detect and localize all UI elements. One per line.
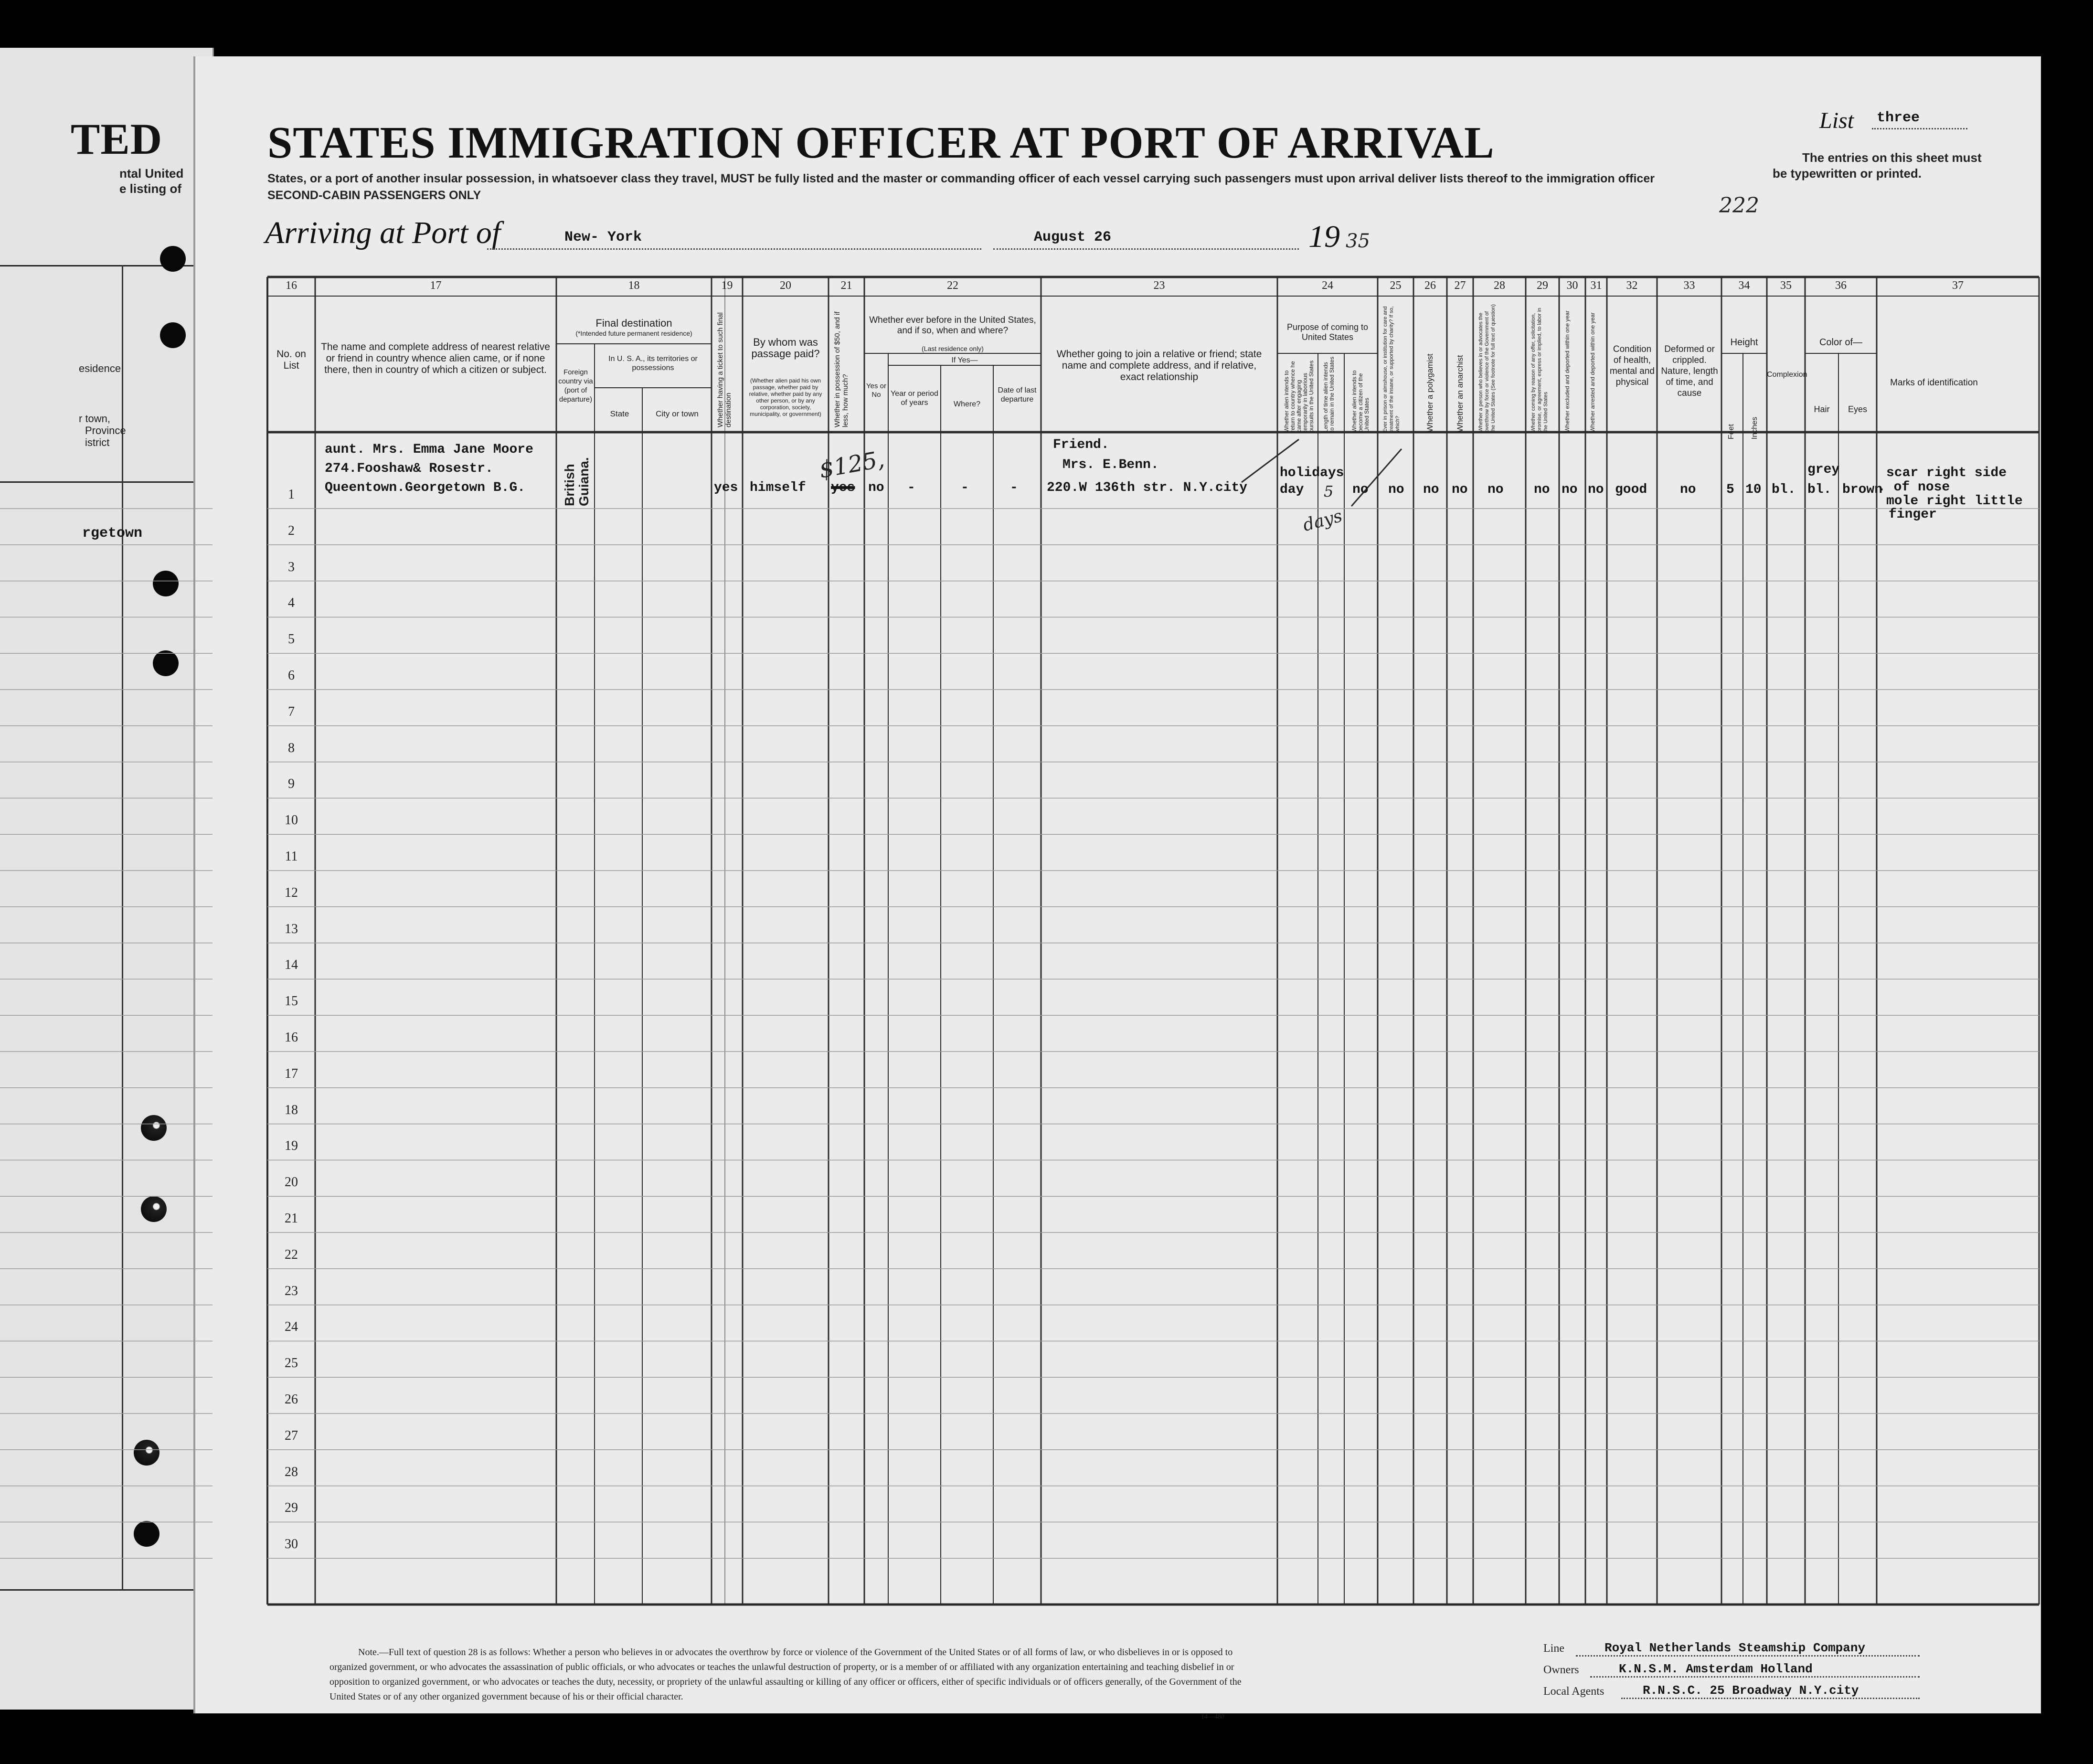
foreign-country-value: British Guiana. xyxy=(562,457,591,506)
purpose-value-line2: day xyxy=(1280,482,1304,497)
column-number: 35 xyxy=(1780,279,1792,292)
column-header-year: Year or period of years xyxy=(891,390,938,407)
identification-marks-line: finger xyxy=(1889,507,1937,522)
column-header-citizen-intent: Whether alien intends to become a citizen of the United States xyxy=(1351,370,1370,432)
column-number: 21 xyxy=(840,279,852,292)
list-value: three xyxy=(1877,110,1920,126)
column-header-excluded-deported: Whether excluded and deported within one year xyxy=(1564,310,1571,432)
owners-value: K.N.S.M. Amsterdam Holland xyxy=(1619,1662,1813,1676)
question-28-value: no xyxy=(1487,482,1504,497)
column-header-if-yes: If Yes— xyxy=(951,356,978,364)
date-value: August 26 xyxy=(1034,229,1112,245)
local-agents-value: R.N.S.C. 25 Broadway N.Y.city xyxy=(1643,1683,1859,1698)
left-page-column-subheader: r town, xyxy=(79,413,111,425)
hair-color-value-line2: bl. xyxy=(1807,482,1832,497)
column-header-return-intent: Whether alien intends to return to country whence he came after engaging temporarily in laborious pursuits in the United States xyxy=(1283,360,1315,432)
column-header-passage-paid: By whom was passage paid? xyxy=(751,336,820,360)
column-header-arrested-deported: Whether arrested and deported within one year xyxy=(1589,312,1596,432)
row-number: 19 xyxy=(285,1138,298,1154)
height-inches-value: 10 xyxy=(1745,482,1762,497)
row-number: 12 xyxy=(285,885,298,900)
left-page-column-subheader: Province xyxy=(85,425,126,436)
row-number: 5 xyxy=(288,632,295,647)
row-number: 23 xyxy=(285,1283,298,1298)
column-header-length-of-stay: Length of time alien intends to remain in the United States xyxy=(1322,356,1335,432)
owners-label: Owners xyxy=(1543,1664,1579,1676)
column-header-date-of-last-departure: Date of last departure xyxy=(998,386,1037,404)
hair-color-value: grey xyxy=(1807,462,1840,477)
row-number: 27 xyxy=(285,1428,298,1443)
column-number: 25 xyxy=(1390,279,1402,292)
column-header-inches: Inches xyxy=(1751,416,1759,439)
row-number: 6 xyxy=(288,668,295,683)
row-number: 9 xyxy=(288,776,295,792)
row-number: 13 xyxy=(285,921,298,936)
date-departure-value: - xyxy=(1010,480,1018,495)
column-number: 26 xyxy=(1424,279,1436,292)
column-header-final-destination: Final destination xyxy=(595,317,672,329)
row-number: 4 xyxy=(288,595,295,611)
column-number: 37 xyxy=(1952,279,1964,292)
row-number: 16 xyxy=(285,1030,298,1045)
column-header-where: Where? xyxy=(953,400,981,408)
contract-labor-value: no xyxy=(1534,482,1550,497)
row-number: 25 xyxy=(285,1356,298,1371)
left-page-column-header: esidence xyxy=(79,362,121,374)
column-header-prison-almshouse: Ever in prison or almshouse, or institution for care and treatment of the insane, or supported by charity? If so, which? xyxy=(1382,306,1401,432)
join-address: 220.W 136th str. N.Y.city xyxy=(1047,480,1248,495)
column-number: 23 xyxy=(1153,279,1165,292)
length-of-stay-handwritten: days xyxy=(1301,506,1345,536)
polygamist-value: no xyxy=(1423,482,1439,497)
page-subtitle: States, or a port of another insular possession, in whatsoever class they travel, MUST be fully listed and the master or commanding officer of each vessel carrying such passengers must upon arrival deliver lists thereof to the immigration officer xyxy=(267,172,1655,185)
column-number: 31 xyxy=(1590,279,1602,292)
prison-almshouse-value: no xyxy=(1388,482,1404,497)
instruction-line: The entries on this sheet must xyxy=(1802,150,1982,165)
left-page-column-subheader: istrict xyxy=(85,436,110,448)
row-number: 8 xyxy=(288,740,295,755)
page-number: 222 xyxy=(1719,193,1759,218)
column-number: 18 xyxy=(628,279,640,292)
paid-by-value: himself xyxy=(750,480,806,495)
row-number: 15 xyxy=(285,994,298,1009)
column-header-question-28: Whether a person who believes in or advocates the overthrow by force or violence of the Government of the United States (See footnote for full text of question) xyxy=(1478,304,1496,432)
column-number: 27 xyxy=(1454,279,1466,292)
join-relationship: Friend. xyxy=(1053,437,1109,452)
column-number: 30 xyxy=(1566,279,1578,292)
column-number: 29 xyxy=(1537,279,1548,292)
ticket-value: yes xyxy=(714,480,738,495)
column-header-health: Condition of health, mental and physical xyxy=(1609,344,1655,387)
height-feet-value: 5 xyxy=(1726,482,1734,497)
column-header-state: State xyxy=(610,409,629,418)
instruction-line: be typewritten or printed. xyxy=(1773,166,1922,181)
length-of-stay-value: 5 xyxy=(1324,482,1334,500)
money-handwritten: $125, xyxy=(817,446,887,484)
arrested-deported-value: no xyxy=(1588,482,1604,497)
anarchist-value: no xyxy=(1452,482,1468,497)
purpose-value: holidays xyxy=(1280,466,1344,480)
column-header-foreign-country: Foreign country via (port of departure) xyxy=(558,368,593,404)
column-number: 34 xyxy=(1738,279,1750,292)
year-prefix: 19 xyxy=(1308,219,1340,254)
form-number: 14—480 xyxy=(1201,1713,1224,1721)
row-number: 28 xyxy=(285,1464,298,1479)
identification-marks-line: scar right side xyxy=(1886,466,2007,480)
column-header-passage-paid-note: (Whether alien paid his own passage, whether paid by relative, whether paid by any other person, or by any corporation, society, municipality, or government) xyxy=(749,377,822,417)
identification-marks-line: mole right little xyxy=(1886,494,2023,509)
identification-marks-line: . of nose xyxy=(1878,480,1950,495)
local-agents-underline xyxy=(1621,1698,1920,1699)
column-number: 16 xyxy=(286,279,297,292)
row-number: 2 xyxy=(288,523,295,538)
column-header-deformed: Deformed or crippled. Nature, length of time, and cause xyxy=(1661,344,1718,398)
row-number: 20 xyxy=(285,1175,298,1190)
column-header-nearest-relative: The name and complete address of nearest relative or friend in country whence alien came, or if none there, then in country of which a citizen or subject. xyxy=(321,341,550,375)
year-value: - xyxy=(907,480,915,495)
column-number: 19 xyxy=(721,279,733,292)
column-header-final-destination-note: (*Intended future permanent residence) xyxy=(575,329,692,337)
column-header-in-usa: In U. S. A., its territories or possessions xyxy=(608,355,698,372)
footnote-question-28: Note.—Full text of question 28 is as follows: Whether a person who believes in or advocates the overthrow by force or violence of the Government of the United States or of all forms of law, or who disbelieves in or is opposed to organized government, or who advocates the assassination of public officials, or who advocates or teaches the unlawful destruction of property, or is a member of or affiliated with any organization entertaining and teaching disbelief in or opposition to organized government, or who advocates or teaches the duty, necessity, or propriety of the unlawful assaulting or killing of any officer or officers, either of specific individuals or of officers generally, of the Government of the United States or of any other organized government because of his or their official character. xyxy=(329,1647,1242,1702)
line-value: Royal Netherlands Steamship Company xyxy=(1604,1641,1866,1655)
row-number: 7 xyxy=(288,704,295,719)
column-header-feet: Feet xyxy=(1727,424,1735,439)
year-suffix: 35 xyxy=(1346,230,1370,252)
column-number: 24 xyxy=(1322,279,1333,292)
complexion-value: bl. xyxy=(1772,482,1796,497)
left-page-heading-fragment: TED xyxy=(71,115,163,163)
column-number: 36 xyxy=(1835,279,1847,292)
row-number: 11 xyxy=(285,849,298,864)
row-number: 21 xyxy=(285,1211,298,1226)
column-header-height: Height xyxy=(1730,337,1758,348)
relative-street: 274.Fooshaw& Rosestr. xyxy=(325,461,493,476)
column-number: 28 xyxy=(1494,279,1505,292)
column-header-complexion: Complexion xyxy=(1767,371,1807,379)
money-typed-struck: yes xyxy=(831,480,855,495)
join-name: Mrs. E.Benn. xyxy=(1062,457,1159,472)
column-header-going-to-join: Whether going to join a relative or friend; state name and complete address, and if relative, exact relationship xyxy=(1056,349,1262,383)
local-agents-label: Local Agents xyxy=(1543,1685,1604,1698)
column-header-ever-before-in-us: Whether ever before in the United States, and if so, when and where? xyxy=(869,315,1036,336)
column-header-ticket: Whether having a ticket to such final destination xyxy=(716,312,733,427)
column-header-eyes: Eyes xyxy=(1848,404,1868,414)
line-underline xyxy=(1576,1655,1920,1657)
column-header-marks-of-identification: Marks of identification xyxy=(1890,378,1978,388)
line-label: Line xyxy=(1543,1642,1564,1655)
row-number: 1 xyxy=(288,487,295,502)
column-number: 33 xyxy=(1683,279,1695,292)
left-page-residence-value: rgetown xyxy=(82,525,143,542)
column-number: 22 xyxy=(947,279,958,292)
column-header-last-residence-note: (Last residence only) xyxy=(922,345,984,352)
column-header-polygamist: Whether a polygamist xyxy=(1425,353,1434,432)
where-value: - xyxy=(961,480,969,495)
relative-name: aunt. Mrs. Emma Jane Moore xyxy=(325,442,533,457)
row-number: 10 xyxy=(285,813,298,828)
column-header-contract-labor: Whether coming by reason of any offer, solicitation, promise, or agreement, express or implied, to labor in the United States xyxy=(1530,308,1549,432)
relative-town: Queentown.Georgetown B.G. xyxy=(325,480,526,495)
column-number: 17 xyxy=(430,279,442,292)
before-in-us-value: no xyxy=(868,480,884,495)
row-number: 29 xyxy=(285,1500,298,1516)
citizen-intent-value: no xyxy=(1352,482,1369,497)
column-header-purpose: Purpose of coming to United States xyxy=(1286,322,1369,342)
column-header-hair: Hair xyxy=(1814,404,1830,414)
port-value: New- York xyxy=(564,229,642,245)
list-label: List xyxy=(1819,108,1854,133)
row-number: 22 xyxy=(285,1247,298,1262)
health-value: good xyxy=(1615,482,1647,497)
arriving-label: Arriving at Port of xyxy=(265,215,501,250)
page-subtitle-second-cabin: SECOND-CABIN PASSENGERS ONLY xyxy=(267,189,481,202)
column-header-no-on-list: No. on List xyxy=(276,349,306,371)
excluded-deported-value: no xyxy=(1562,482,1578,497)
column-header-anarchist: Whether an anarchist xyxy=(1456,355,1465,432)
column-number: 20 xyxy=(780,279,791,292)
row-number: 18 xyxy=(285,1102,298,1117)
row-number: 30 xyxy=(285,1537,298,1552)
deformed-value: no xyxy=(1680,482,1696,497)
row-number: 14 xyxy=(285,957,298,973)
row-number: 17 xyxy=(285,1066,298,1081)
column-number: 32 xyxy=(1626,279,1638,292)
row-number: 26 xyxy=(285,1392,298,1407)
left-page-text-line: ntal United xyxy=(119,166,184,181)
column-header-yes-or-no: Yes or No xyxy=(866,382,886,399)
eye-color-value: brown xyxy=(1842,482,1883,497)
row-number: 3 xyxy=(288,559,295,574)
left-page-text-line: e listing of xyxy=(119,181,181,196)
column-header-city-or-town: City or town xyxy=(656,409,699,418)
column-header-possession-50: Whether in possession of $50, and if less, how much? xyxy=(833,311,850,427)
owners-underline xyxy=(1590,1676,1920,1678)
row-number: 24 xyxy=(285,1319,298,1335)
page-title: STATES IMMIGRATION OFFICER AT PORT OF ARRIVAL xyxy=(267,118,1495,168)
column-header-color-of: Color of— xyxy=(1819,337,1863,348)
